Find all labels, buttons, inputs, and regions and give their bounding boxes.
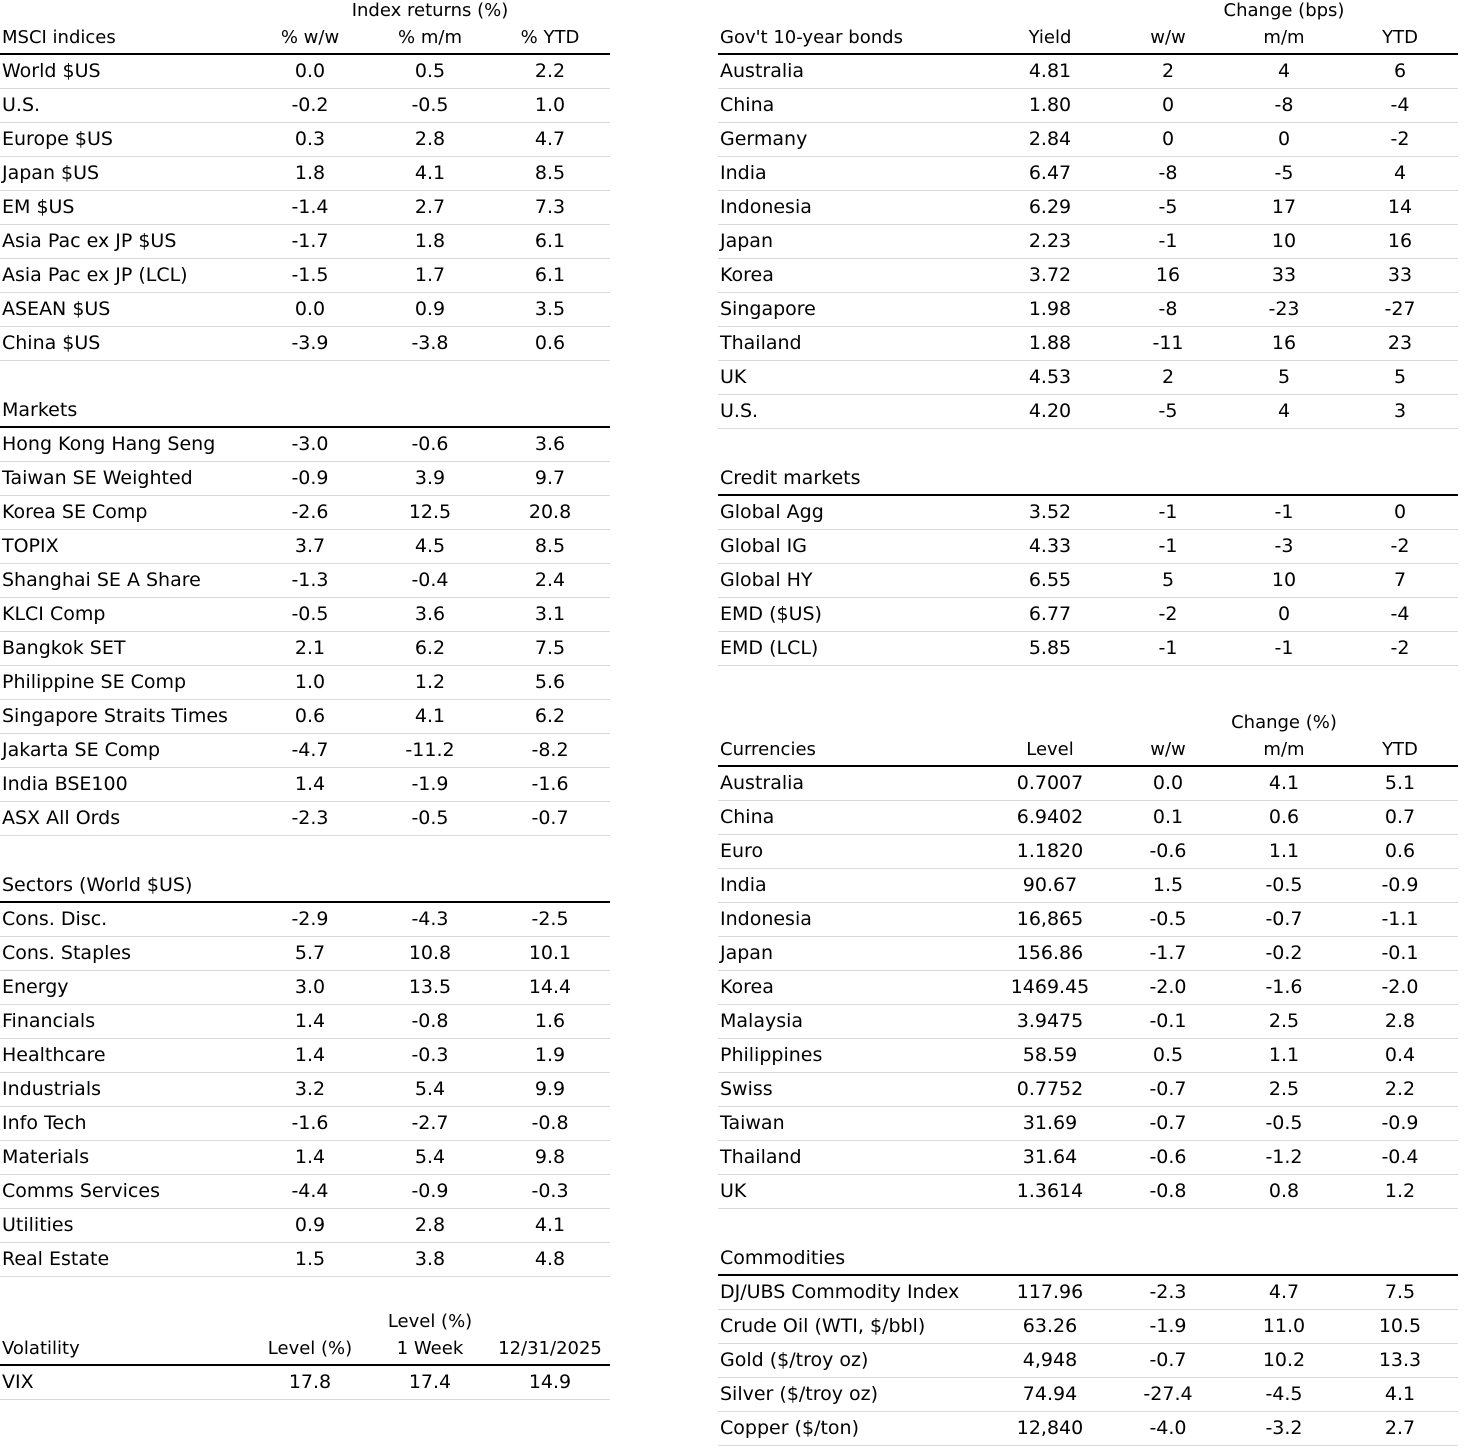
table-commodities (718, 1243, 1458, 1446)
table-row: Philippine SE Comp 1.0 1.2 5.6 (0, 666, 610, 700)
commodities-section-title: Commodities (718, 1243, 1458, 1275)
table-row: China 6.9402 0.1 0.6 0.7 (718, 801, 1458, 835)
spacer (718, 1209, 1458, 1243)
sectors-section-title: Sectors (World $US) (0, 870, 610, 902)
bonds-col-0: Gov't 10-year bonds (718, 23, 990, 54)
table-row: Malaysia 3.9475 -0.1 2.5 2.8 (718, 1005, 1458, 1039)
table-row: Global HY 6.55 5 10 7 (718, 564, 1458, 598)
index-returns-col-1: % w/w (250, 23, 370, 54)
table-sectors (0, 870, 610, 1277)
table-row: Germany 2.84 0 0 -2 (718, 123, 1458, 157)
table-row: Korea 1469.45 -2.0 -1.6 -2.0 (718, 971, 1458, 1005)
volatility-col-2: 1 Week (370, 1334, 490, 1365)
table-row: Gold ($/troy oz) 4,948 -0.7 10.2 13.3 (718, 1344, 1458, 1378)
table-row: VIX 17.8 17.4 14.9 (0, 1365, 610, 1400)
table-row: Singapore 1.98 -8 -23 -27 (718, 293, 1458, 327)
spacer (718, 429, 1458, 463)
table-row: UK 4.53 2 5 5 (718, 361, 1458, 395)
bonds-body (718, 54, 1458, 429)
table-row: KLCI Comp -0.5 3.6 3.1 (0, 598, 610, 632)
volatility-col-1: Level (%) (250, 1334, 370, 1365)
credit-body (718, 495, 1458, 666)
currencies-col-3: m/m (1226, 735, 1342, 766)
table-row: Euro 1.1820 -0.6 1.1 0.6 (718, 835, 1458, 869)
table-row: Japan 2.23 -1 10 16 (718, 225, 1458, 259)
table-row: Asia Pac ex JP (LCL) -1.5 1.7 6.1 (0, 259, 610, 293)
currencies-col-0: Currencies (718, 735, 990, 766)
table-row: Healthcare 1.4 -0.3 1.9 (0, 1039, 610, 1073)
table-row: Taiwan 31.69 -0.7 -0.5 -0.9 (718, 1107, 1458, 1141)
currencies-col-1: Level (990, 735, 1110, 766)
table-row: Financials 1.4 -0.8 1.6 (0, 1005, 610, 1039)
table-row: Thailand 1.88 -11 16 23 (718, 327, 1458, 361)
table-row: EMD ($US) 6.77 -2 0 -4 (718, 598, 1458, 632)
table-row: Taiwan SE Weighted -0.9 3.9 9.7 (0, 462, 610, 496)
table-row: TOPIX 3.7 4.5 8.5 (0, 530, 610, 564)
left-column (0, 0, 610, 1400)
volatility-col-0: Volatility (0, 1334, 250, 1365)
index-returns-col-2: % m/m (370, 23, 490, 54)
currencies-span-title: Change (%) (1231, 712, 1337, 733)
table-credit-markets (718, 463, 1458, 666)
table-row: UK 1.3614 -0.8 0.8 1.2 (718, 1175, 1458, 1209)
currencies-col-2: w/w (1110, 735, 1226, 766)
table-row: World $US 0.0 0.5 2.2 (0, 54, 610, 89)
table-row: Jakarta SE Comp -4.7 -11.2 -8.2 (0, 734, 610, 768)
table-row: Philippines 58.59 0.5 1.1 0.4 (718, 1039, 1458, 1073)
table-currencies (718, 712, 1458, 1209)
table-row: EMD (LCL) 5.85 -1 -1 -2 (718, 632, 1458, 666)
table-row: Japan 156.86 -1.7 -0.2 -0.1 (718, 937, 1458, 971)
markets-section-title: Markets (0, 395, 610, 427)
table-row: Thailand 31.64 -0.6 -1.2 -0.4 (718, 1141, 1458, 1175)
table-row: India 6.47 -8 -5 4 (718, 157, 1458, 191)
index-returns-col-0: MSCI indices (0, 23, 250, 54)
table-row: India BSE100 1.4 -1.9 -1.6 (0, 768, 610, 802)
volatility-col-3: 12/31/2025 (490, 1334, 610, 1365)
table-row: U.S. 4.20 -5 4 3 (718, 395, 1458, 429)
markets-body (0, 427, 610, 836)
table-row: Cons. Staples 5.7 10.8 10.1 (0, 937, 610, 971)
table-volatility (0, 1311, 610, 1400)
table-row: Australia 4.81 2 4 6 (718, 54, 1458, 89)
table-row: ASEAN $US 0.0 0.9 3.5 (0, 293, 610, 327)
bonds-col-4: YTD (1342, 23, 1458, 54)
index-returns-col-3: % YTD (490, 23, 610, 54)
table-row: Global Agg 3.52 -1 -1 0 (718, 495, 1458, 530)
table-row: U.S. -0.2 -0.5 1.0 (0, 89, 610, 123)
spacer (0, 836, 610, 870)
table-row: Utilities 0.9 2.8 4.1 (0, 1209, 610, 1243)
bonds-col-3: m/m (1226, 23, 1342, 54)
spacer (718, 666, 1458, 712)
bonds-col-2: w/w (1110, 23, 1226, 54)
table-row: DJ/UBS Commodity Index 117.96 -2.3 4.7 7.5 (718, 1275, 1458, 1310)
table-row: India 90.67 1.5 -0.5 -0.9 (718, 869, 1458, 903)
commodities-body (718, 1275, 1458, 1446)
bonds-col-1: Yield (990, 23, 1110, 54)
table-row: Real Estate 1.5 3.8 4.8 (0, 1243, 610, 1277)
index-returns-body (0, 54, 610, 361)
volatility-span-title: Level (%) (387, 1311, 473, 1332)
table-index-returns (0, 0, 610, 361)
table-row: Copper ($/ton) 12,840 -4.0 -3.2 2.7 (718, 1412, 1458, 1446)
right-column (718, 0, 1458, 1446)
credit-section-title: Credit markets (718, 463, 1458, 495)
table-row: Bangkok SET 2.1 6.2 7.5 (0, 632, 610, 666)
currencies-body (718, 766, 1458, 1209)
sectors-body (0, 902, 610, 1277)
table-row: EM $US -1.4 2.7 7.3 (0, 191, 610, 225)
table-row: Info Tech -1.6 -2.7 -0.8 (0, 1107, 610, 1141)
table-row: Industrials 3.2 5.4 9.9 (0, 1073, 610, 1107)
table-row: Materials 1.4 5.4 9.8 (0, 1141, 610, 1175)
table-row: Comms Services -4.4 -0.9 -0.3 (0, 1175, 610, 1209)
table-row: Japan $US 1.8 4.1 8.5 (0, 157, 610, 191)
table-row: China 1.80 0 -8 -4 (718, 89, 1458, 123)
table-row: Europe $US 0.3 2.8 4.7 (0, 123, 610, 157)
spacer (0, 1277, 610, 1311)
table-row: Hong Kong Hang Seng -3.0 -0.6 3.6 (0, 427, 610, 462)
index-returns-span-title: Index returns (%) (351, 0, 509, 21)
spacer (0, 361, 610, 395)
table-row: Australia 0.7007 0.0 4.1 5.1 (718, 766, 1458, 801)
table-row: Silver ($/troy oz) 74.94 -27.4 -4.5 4.1 (718, 1378, 1458, 1412)
volatility-body (0, 1365, 610, 1400)
table-row: Indonesia 6.29 -5 17 14 (718, 191, 1458, 225)
table-row: Energy 3.0 13.5 14.4 (0, 971, 610, 1005)
table-row: Shanghai SE A Share -1.3 -0.4 2.4 (0, 564, 610, 598)
table-gov-bonds (718, 0, 1458, 429)
table-row: China $US -3.9 -3.8 0.6 (0, 327, 610, 361)
table-row: Korea 3.72 16 33 33 (718, 259, 1458, 293)
table-row: Singapore Straits Times 0.6 4.1 6.2 (0, 700, 610, 734)
table-row: Asia Pac ex JP $US -1.7 1.8 6.1 (0, 225, 610, 259)
table-row: Korea SE Comp -2.6 12.5 20.8 (0, 496, 610, 530)
table-row: Cons. Disc. -2.9 -4.3 -2.5 (0, 902, 610, 937)
table-markets (0, 395, 610, 836)
table-row: Swiss 0.7752 -0.7 2.5 2.2 (718, 1073, 1458, 1107)
bonds-span-title: Change (bps) (1223, 0, 1345, 21)
table-row: Indonesia 16,865 -0.5 -0.7 -1.1 (718, 903, 1458, 937)
table-row: ASX All Ords -2.3 -0.5 -0.7 (0, 802, 610, 836)
table-row: Crude Oil (WTI, $/bbl) 63.26 -1.9 11.0 10.5 (718, 1310, 1458, 1344)
table-row: Global IG 4.33 -1 -3 -2 (718, 530, 1458, 564)
currencies-col-4: YTD (1342, 735, 1458, 766)
